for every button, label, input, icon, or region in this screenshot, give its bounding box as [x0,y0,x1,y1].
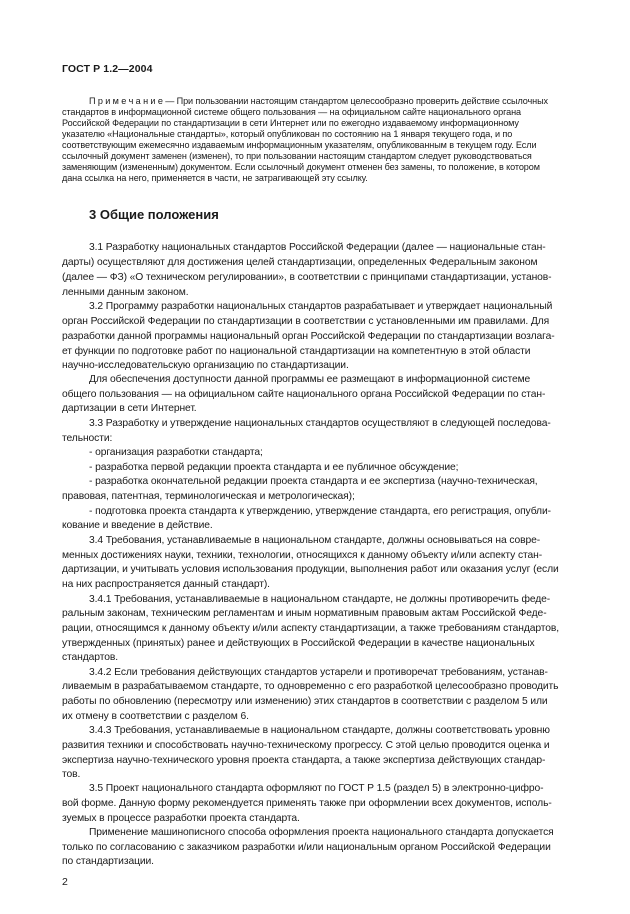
body-line: разработки данной программы национальный орган Российской Федерации по стандартизации возлага- [62,331,555,342]
body-line: только по согласованию с заказчиком разработки и/или национальным органом Российской Федерации [62,842,551,853]
body-line: 3.5 Проект национального стандарта оформляют по ГОСТ Р 1.5 (раздел 5) в электронно-цифро- [89,783,544,794]
body-line: стандартов. [62,652,118,663]
body-line: общего пользования — на официальном сайте национального органа Российской Федерации по стан- [62,389,546,400]
body-line: 3.4.2 Если требования действующих стандартов устарели и противоречат требованиям, устанав- [89,667,548,678]
list-item: - организация разработки стандарта; [89,447,263,458]
body-line: 3.4.3 Требования, устанавливаемые в национальном стандарте, должны соответствовать уровню [89,725,550,736]
note-line: заменяющим (измененным) документом. Если ссылочный документ отменен без замены, то положение, в котором [62,162,540,172]
body-line: кование и введение в действие. [62,520,213,531]
note-label: П р и м е ч а н и е [89,96,163,106]
note-line: соответствующим ежемесячно издаваемым информационным указателям, опубликованным в текущем году. Если [62,140,537,150]
body-line: их отмену в соответствии с разделом 6. [62,711,249,722]
body-line: 3.4.1 Требования, устанавливаемые в национальном стандарте, не должны противоречить феде- [89,594,551,605]
body-line: на них распространяется данный стандарт). [62,579,270,590]
body-line: ет функции по подготовке работ по национальной стандартизации на компетентную в этой области [62,346,531,357]
body-line: 3.1 Разработку национальных стандартов Российской Федерации (далее — национальные стан- [89,242,546,253]
note-line: П р и м е ч а н и е — При пользовании настоящим стандартом целесообразно проверить действие ссылочных [89,96,548,106]
body-line: 3.3 Разработку и утверждение национальных стандартов осуществляют в следующей последова- [89,418,551,429]
list-item: - разработка окончательной редакции проекта стандарта и ее экспертиза (научно-техническая, [89,476,538,487]
body-line: вой форме. Данную форму рекомендуется применять также при оформлении всех документов, исполь- [62,798,552,809]
body-line: Для обеспечения доступности данной программы ее размещают в информационной системе [89,374,531,385]
note-line: стандартов в информационной системе общего пользования — на официальном сайте национального органа [62,107,521,117]
body-line: научно-исследовательскую организацию по стандартизации. [62,360,349,371]
note-line: Российской Федерации по стандартизации в сети Интернет или по ежегодно издаваемому информационному [62,118,519,128]
body-line: утвержденных (принятых) ранее и действующих в Российской Федерации в качестве национальных [62,638,535,649]
section-heading: 3 Общие положения [89,207,219,222]
body-line: по стандартизации. [62,856,154,867]
body-line: работы по обновлению (пересмотру или изменению) этих стандартов в соответствии с разделом 5 или [62,696,548,707]
body-line: орган Российской Федерации по стандартизации в соответствии с установленными им правилами. Для [62,316,550,327]
body-line: ливаемым в разрабатываемом стандарте, то одновременно с его разработкой целесообразно проводить [62,681,559,692]
body-line: тов. [62,769,81,780]
body-line: (далее — ФЗ) «О техническом регулировании», в соответствии с принципами стандартизации, установ- [62,272,552,283]
body-line: рации, относящимся к данному объекту и/или аспекту стандартизации, а также требованиям стандартов, [62,623,560,634]
page-number: 2 [62,876,68,888]
note-line: указателю «Национальные стандарты», который опубликован по состоянию на 1 января текущего года, и по [62,129,513,139]
list-item: - подготовка проекта стандарта к утверждению, утверждение стандарта, его регистрация, опубли- [89,506,551,517]
document-header: ГОСТ Р 1.2—2004 [62,63,153,75]
body-line: дартизации в сети Интернет. [62,403,197,414]
body-line: развития техники и способствовать научно-техническому прогрессу. С этой целью проводится оценка и [62,740,550,751]
body-line: экспертиза научно-технического уровня проекта стандарта, а также экспертиза действующих стандар- [62,755,546,766]
body-line: ральным законам, техническим регламентам и иным нормативным правовым актам Российской Феде- [62,608,547,619]
body-line: 3.2 Программу разработки национальных стандартов разрабатывает и утверждает национальный [89,301,553,312]
note-line: дана ссылка на него, применяется в части, не затрагивающей эту ссылку. [62,173,368,183]
list-item: - разработка первой редакции проекта стандарта и ее публичное обсуждение; [89,462,459,473]
body-line: дарты) осуществляют для достижения целей стандартизации, определенных Федеральным законом [62,257,538,268]
body-line: 3.4 Требования, устанавливаемые в национальном стандарте, должны основываться на совре- [89,535,541,546]
body-line: ленными данным законом. [62,287,189,298]
body-line: менных достижениях науки, техники, технологии, относящихся к данному объекту и/или аспекту стан- [62,550,543,561]
body-line: зуемых в процессе разработки проекта стандарта. [62,813,300,824]
body-line: Применение машинописного способа оформления проекта национального стандарта допускается [89,827,554,838]
note-line: ссылочный документ заменен (изменен), то при пользовании настоящим стандартом следует руководствоваться [62,151,532,161]
body-line: дартизации, и учитывать условия использования продукции, выполнения работ или оказания услуг (если [62,564,559,575]
body-line: правовая, патентная, терминологическая и метрологическая); [62,491,355,502]
body-line: тельности: [62,433,113,444]
